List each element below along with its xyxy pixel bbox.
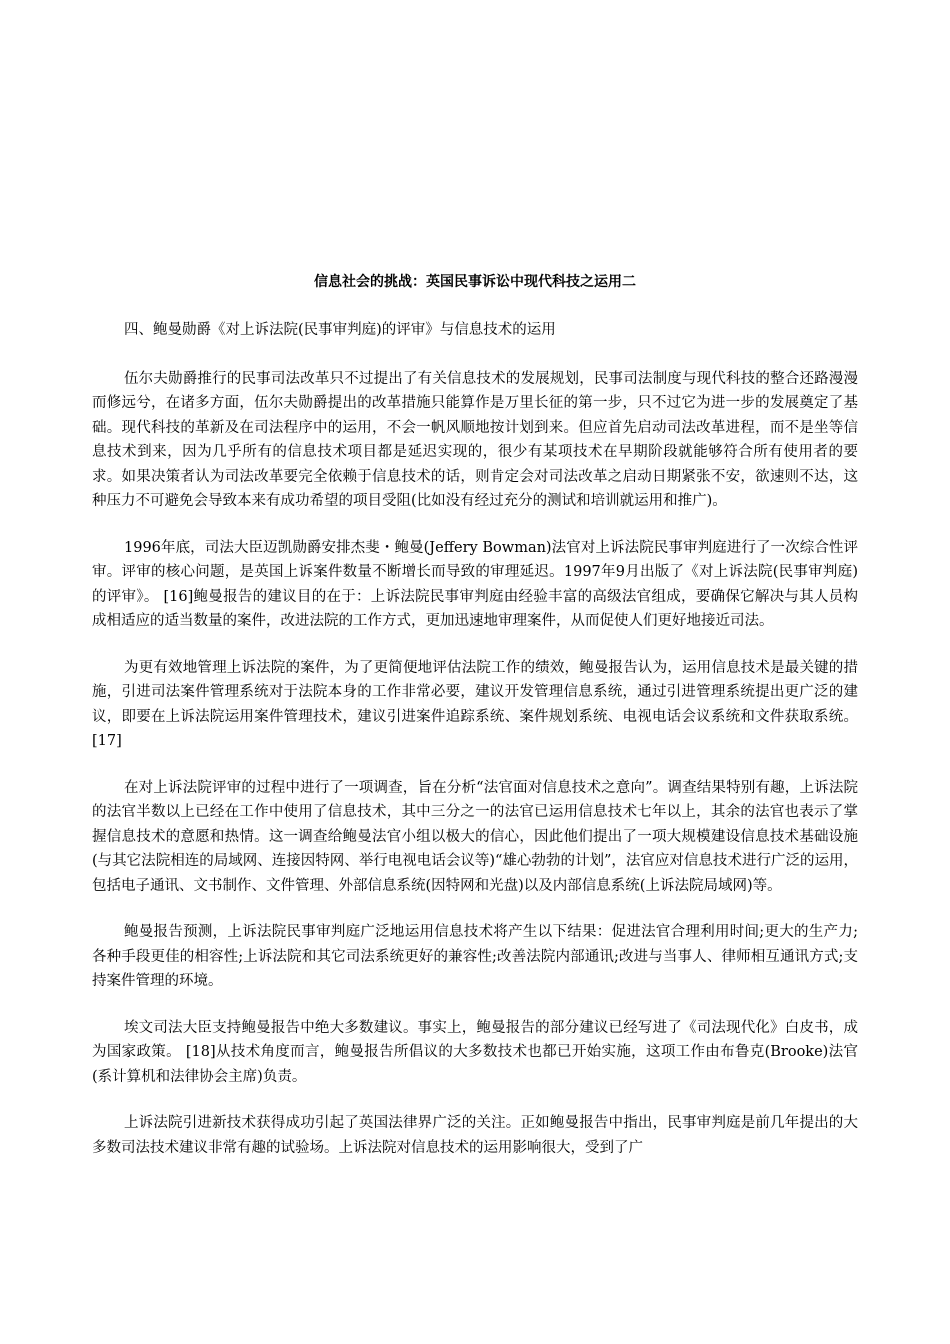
- paragraph: 1996年底，司法大臣迈凯勋爵安排杰斐・鲍曼(Jeffery Bowman)法官对上诉法院民事审判庭进行了一次综合性评审。评审的核心问题，是英国上诉案件数量不断增长而导致的审理延迟。1997年9月出版了《对上诉法院(民事审判庭)的评审》。 [16]鲍曼报告的建议目的在于：上诉法院民事审判庭由经验丰富的高级法官组成，要确保它解决与其人员构成相适应的适当数量的案件，改进法院的工作方式，更加迅速地审理案件，从而促使人们更好地接近司法。: [92, 539, 858, 629]
- section-heading: 四、鲍曼勋爵《对上诉法院(民事审判庭)的评审》与信息技术的运用: [124, 322, 556, 338]
- paragraph: 埃文司法大臣支持鲍曼报告中绝大多数建议。事实上，鲍曼报告的部分建议已经写进了《司法现代化》白皮书，成为国家政策。 [18]从技术角度而言，鲍曼报告所倡议的大多数技术也都已开始实施，这项工作由布鲁克(Brooke)法官(系计算机和法律协会主席)负责。: [92, 1019, 858, 1085]
- document-body: [92, 318, 858, 1182]
- paragraph: 在对上诉法院评审的过程中进行了一项调查，旨在分析“法官面对信息技术之意向”。调查结果特别有趣，上诉法院的法官半数以上已经在工作中使用了信息技术，其中三分之一的法官已运用信息技术七年以上，其余的法官也表示了掌握信息技术的意愿和热情。这一调查给鲍曼法官小组以极大的信心，因此他们提出了一项大规模建设信息技术基础设施(与其它法院相连的局域网、连接因特网、举行电视电话会议等)“雄心勃勃的计划”，法官应对信息技术进行广泛的运用，包括电子通讯、文书制作、文件管理、外部信息系统(因特网和光盘)以及内部信息系统(上诉法院局域网)等。: [92, 779, 858, 894]
- paragraph: 为更有效地管理上诉法院的案件，为了更简便地评估法院工作的绩效，鲍曼报告认为，运用信息技术是最关键的措施，引进司法案件管理系统对于法院本身的工作非常必要，建议开发管理信息系统，通过引进管理系统提出更广泛的建议，即要在上诉法院运用案件管理技术，建议引进案件追踪系统、案件规划系统、电视电话会议系统和文件获取系统。 [17]: [92, 659, 858, 749]
- paragraph: 鲍曼报告预测，上诉法院民事审判庭广泛地运用信息技术将产生以下结果：促进法官合理利用时间;更大的生产力;各种手段更佳的相容性;上诉法院和其它司法系统更好的兼容性;改善法院内部通讯;改进与当事人、律师相互通讯方式;支持案件管理的环境。: [92, 924, 858, 989]
- paragraph: 伍尔夫勋爵推行的民事司法改革只不过提出了有关信息技术的发展规划，民事司法制度与现代科技的整合还路漫漫而修远兮，在诸多方面，伍尔夫勋爵提出的改革措施只能算作是万里长征的第一步，只不过它为进一步的发展奠定了基础。现代科技的革新及在司法程序中的运用，不会一帆风顺地按计划到来。但应首先启动司法改革进程，而不是坐等信息技术到来，因为几乎所有的信息技术项目都是延迟实现的，很少有某项技术在早期阶段就能够符合所有使用者的要求。如果决策者认为司法改革要完全依赖于信息技术的话，则肯定会对司法改革之启动日期紧张不安，欲速则不达，这种压力不可避免会导致本来有成功希望的项目受阻(比如没有经过充分的测试和培训就运用和推广)。: [92, 370, 858, 509]
- paragraph: 上诉法院引进新技术获得成功引起了英国法律界广泛的关注。正如鲍曼报告中指出，民事审判庭是前几年提出的大多数司法技术建议非常有趣的试验场。上诉法院对信息技术的运用影响很大，受到了广: [92, 1115, 858, 1156]
- document-title: 信息社会的挑战：英国民事诉讼中现代科技之运用二: [314, 274, 636, 290]
